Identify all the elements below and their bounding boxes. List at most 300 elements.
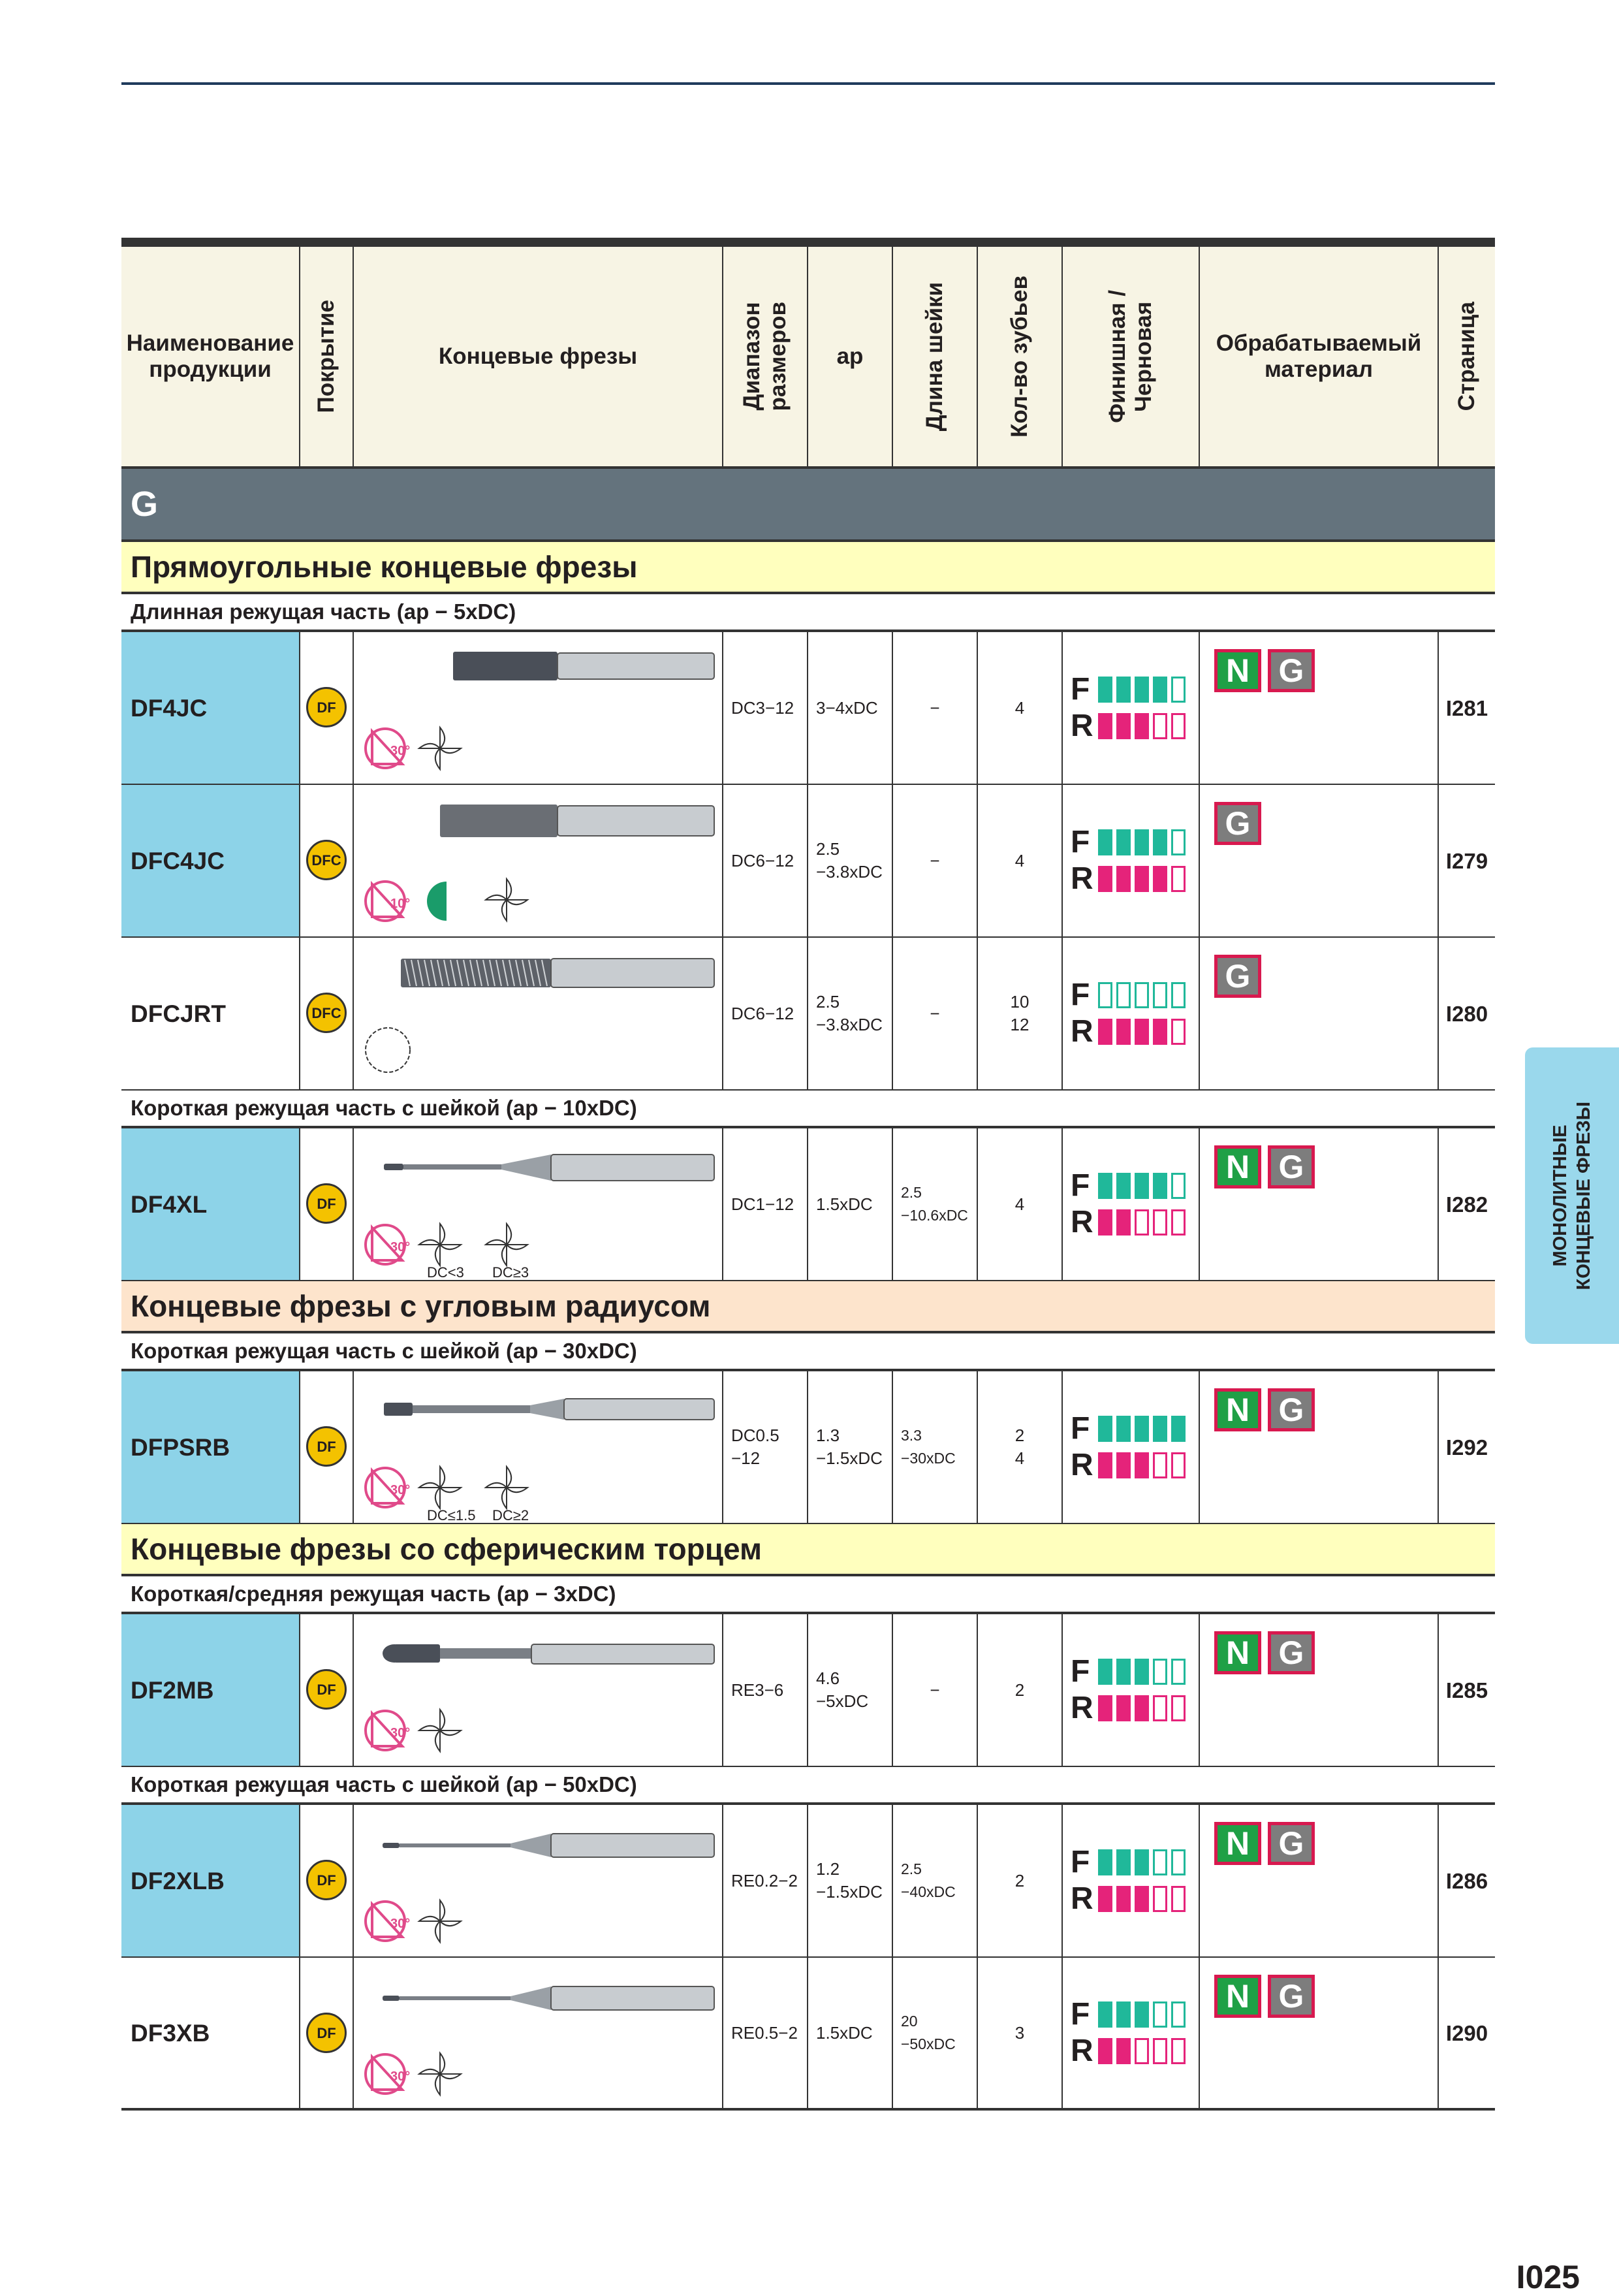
cross-flute — [435, 1730, 440, 1751]
rating-bar — [1171, 1886, 1186, 1912]
neck-length: − — [892, 1614, 977, 1766]
cross-flute — [440, 1710, 445, 1730]
coating-badge: DF — [306, 1183, 347, 1224]
finish-rating — [1071, 672, 1186, 707]
group-label: G — [121, 469, 1495, 542]
cutting-part — [401, 959, 551, 987]
cross-flute — [486, 1483, 507, 1488]
header-label: Покрытие — [313, 300, 339, 413]
material-badge-g: G — [1268, 649, 1315, 692]
rough-rating — [1071, 861, 1186, 896]
cutting-part — [383, 1843, 400, 1848]
rating-bar — [1171, 1452, 1186, 1478]
finish-rough-ratings — [1063, 672, 1186, 743]
flute-count: 4 — [977, 632, 1061, 784]
header-col-0 — [121, 247, 299, 466]
rough-rating — [1071, 1691, 1186, 1725]
rough-rating — [1071, 1205, 1186, 1239]
rating-bar — [1153, 677, 1167, 703]
finish-rough-cell — [1061, 938, 1199, 1089]
rough-letter: R — [1071, 2033, 1093, 2068]
rating-bar — [1171, 677, 1186, 703]
finish-rough-ratings — [1063, 1654, 1186, 1725]
side-tab[interactable] — [1525, 1047, 1619, 1344]
finish-rating — [1071, 1168, 1186, 1203]
size-range: DC6−12 — [722, 785, 807, 936]
tool-illustration — [355, 786, 721, 936]
subsection-title: Короткая режущая часть с шейкой (ap − 30xDC) — [121, 1333, 1495, 1371]
rating-bar — [1098, 2001, 1112, 2028]
table-header — [121, 247, 1495, 469]
neck-length: 3.3 −30xDC — [892, 1371, 977, 1523]
rough-letter: R — [1071, 1205, 1093, 1239]
shank — [558, 653, 714, 679]
size-range: RE0.5−2 — [722, 1958, 807, 2108]
material-badge-n: N — [1214, 1631, 1261, 1674]
rating-bar — [1153, 2038, 1167, 2064]
cross-flute — [440, 2074, 461, 2079]
coating-cell — [299, 938, 353, 1089]
cross-section-icon — [419, 1467, 461, 1508]
finish-rough-cell — [1061, 1805, 1199, 1956]
ap-value: 2.5 −3.8xDC — [807, 785, 892, 936]
rating-bar — [1116, 982, 1131, 1008]
table-row[interactable] — [121, 1128, 1495, 1281]
cross-flute — [440, 1730, 461, 1735]
rating-bar — [1116, 1452, 1131, 1478]
section-title: Концевые фрезы с угловым радиусом — [121, 1281, 1495, 1333]
rating-bar — [1135, 1173, 1149, 1199]
rating-bar — [1135, 1695, 1149, 1721]
subsection-title: Короткая режущая часть с шейкой (ap − 10xDC) — [121, 1091, 1495, 1128]
rating-bar — [1153, 982, 1167, 1008]
coating-cell — [299, 1805, 353, 1956]
rating-bar — [1098, 1209, 1112, 1236]
diameter-condition-label: DC≥3 — [492, 1264, 529, 1280]
cross-flute — [502, 900, 507, 921]
product-name[interactable]: DF4JC — [121, 632, 299, 784]
rating-bar — [1098, 1416, 1112, 1442]
shank — [564, 1399, 714, 1420]
rating-bar — [1116, 1416, 1131, 1442]
finish-rough-cell — [1061, 1958, 1199, 2108]
finish-letter: F — [1071, 1168, 1090, 1203]
finish-letter: F — [1071, 978, 1090, 1012]
finish-rating — [1071, 1997, 1186, 2032]
material-badges — [1214, 1145, 1315, 1188]
rough-letter: R — [1071, 1881, 1093, 1916]
cutting-part — [453, 652, 558, 680]
cross-flute — [507, 1224, 511, 1245]
cross-flute — [419, 744, 440, 748]
rating-bar — [1116, 1019, 1131, 1045]
material-badge-g: G — [1268, 1975, 1315, 2018]
cross-section-icon-2 — [486, 1224, 527, 1266]
header-label: Концевые фрезы — [438, 343, 638, 369]
material-cell — [1199, 1805, 1438, 1956]
flute-count: 2 — [977, 1805, 1061, 1956]
cross-flute — [507, 900, 527, 904]
material-cell — [1199, 1958, 1438, 2108]
rating-bar — [1098, 1659, 1112, 1685]
rating-bar — [1098, 866, 1112, 892]
finish-letter: F — [1071, 1411, 1090, 1446]
ap-value: 4.6 −5xDC — [807, 1614, 892, 1766]
finish-rough-cell — [1061, 632, 1199, 784]
material-badge-n: N — [1214, 1145, 1261, 1188]
table-row[interactable] — [121, 1371, 1495, 1524]
finish-rough-ratings — [1063, 1845, 1186, 1916]
page-reference[interactable]: I290 — [1438, 1958, 1495, 2108]
size-range: RE3−6 — [722, 1614, 807, 1766]
material-badge-g: G — [1268, 1388, 1315, 1431]
ap-value: 1.3 −1.5xDC — [807, 1371, 892, 1523]
page-reference[interactable]: I286 — [1438, 1805, 1495, 1956]
cross-flute — [419, 1726, 440, 1730]
tool-image-cell — [353, 1128, 722, 1280]
rating-bar — [1135, 1849, 1149, 1875]
rough-rating — [1071, 1881, 1186, 1916]
cross-flute — [435, 1245, 440, 1266]
tool-image-cell — [353, 1371, 722, 1523]
rating-bar — [1098, 1173, 1112, 1199]
rating-bar — [1153, 1019, 1167, 1045]
material-badge-g: G — [1268, 1631, 1315, 1674]
material-cell — [1199, 1128, 1438, 1280]
neck-length: 2.5 −40xDC — [892, 1805, 977, 1956]
rating-bar — [1153, 866, 1167, 892]
rough-letter: R — [1071, 1691, 1093, 1725]
coating-badge: DFC — [306, 840, 347, 880]
material-badge-n: N — [1214, 1822, 1261, 1865]
material-cell — [1199, 785, 1438, 936]
cross-section-icon — [419, 727, 461, 769]
shank — [551, 1834, 714, 1857]
cross-flute — [440, 727, 445, 748]
material-badge-n: N — [1214, 1975, 1261, 2018]
variable-pitch-icon — [427, 882, 447, 921]
rating-bar — [1153, 1886, 1167, 1912]
rating-bar — [1135, 866, 1149, 892]
tool-image-cell — [353, 1614, 722, 1766]
size-range: DC0.5 −12 — [722, 1371, 807, 1523]
cross-flute — [507, 1488, 527, 1492]
product-name[interactable]: DF2XLB — [121, 1805, 299, 1956]
page-reference[interactable]: I279 — [1438, 785, 1495, 936]
rating-bar — [1153, 829, 1167, 855]
neck — [403, 1164, 501, 1170]
taper — [511, 1834, 551, 1857]
cross-flute — [502, 1488, 507, 1508]
neck — [400, 1843, 511, 1847]
rating-bar — [1116, 829, 1131, 855]
helix-angle-label: 30° — [390, 2069, 411, 2084]
header-label: Страница — [1454, 302, 1479, 411]
rating-bar — [1116, 677, 1131, 703]
finish-letter: F — [1071, 1845, 1090, 1879]
header-col-7 — [1061, 247, 1199, 466]
cross-flute — [440, 1467, 445, 1488]
rating-bar — [1135, 1416, 1149, 1442]
rating-bar — [1153, 2001, 1167, 2028]
rating-bar — [1171, 2001, 1186, 2028]
rating-bar — [1116, 1659, 1131, 1685]
finish-letter: F — [1071, 825, 1090, 859]
tool-image-cell — [353, 632, 722, 784]
neck-length: − — [892, 785, 977, 936]
table-row[interactable] — [121, 1958, 1495, 2111]
product-name[interactable]: DFCJRT — [131, 1000, 226, 1027]
header-label: Финишная / Черновая — [1105, 290, 1156, 423]
neck — [413, 1405, 530, 1413]
rating-bar — [1153, 1452, 1167, 1478]
cross-flute — [440, 1921, 461, 1926]
finish-rough-ratings — [1063, 1997, 1186, 2068]
material-cell — [1199, 1614, 1438, 1766]
cutting-part — [440, 805, 558, 837]
table-row[interactable] — [121, 1805, 1495, 1958]
cross-flute — [507, 1245, 527, 1249]
subsection-title: Длинная режущая часть (ap − 5xDC) — [121, 594, 1495, 632]
rating-bar — [1135, 713, 1149, 739]
tool-illustration — [355, 1616, 721, 1766]
neck-length: 2.5 −10.6xDC — [892, 1128, 977, 1280]
flute-count: 3 — [977, 1958, 1061, 2108]
tool-image-cell — [353, 785, 722, 936]
cross-section-icon — [419, 1224, 461, 1266]
finish-letter: F — [1071, 1997, 1090, 2032]
material-cell — [1199, 938, 1438, 1089]
neck-length: 20 −50xDC — [892, 1958, 977, 2108]
coating-badge: DF — [306, 1669, 347, 1710]
header-col-6 — [977, 247, 1061, 466]
header-label: Длина шейки — [922, 281, 947, 432]
page-number: I025 — [1516, 2259, 1580, 2295]
header-label: Кол-во зубьев — [1007, 275, 1032, 438]
rough-rating — [1071, 1448, 1186, 1482]
cross-flute — [435, 1921, 440, 1942]
rating-bar — [1171, 1209, 1186, 1236]
rating-bar — [1116, 713, 1131, 739]
flute-count: 2 — [977, 1614, 1061, 1766]
material-cell — [1199, 1371, 1438, 1523]
finish-rating — [1071, 1654, 1186, 1689]
material-badge-g: G — [1268, 1145, 1315, 1188]
rating-bar — [1153, 1173, 1167, 1199]
rating-bar — [1153, 1695, 1167, 1721]
table-row[interactable] — [121, 632, 1495, 785]
material-badges — [1214, 1631, 1315, 1674]
rating-bar — [1171, 1659, 1186, 1685]
cross-flute — [502, 1245, 507, 1266]
neck — [400, 1996, 511, 2000]
ap-value: 1.5xDC — [807, 1128, 892, 1280]
rough-letter: R — [1071, 1014, 1093, 1049]
tool-illustration — [355, 1373, 721, 1523]
cross-flute — [440, 2053, 445, 2074]
rating-bar — [1135, 2001, 1149, 2028]
coating-badge: DF — [306, 1860, 347, 1900]
rating-bar — [1098, 2038, 1112, 2064]
finish-rough-cell — [1061, 1614, 1199, 1766]
rating-bar — [1135, 1019, 1149, 1045]
finish-rough-cell — [1061, 785, 1199, 936]
rating-bar — [1171, 982, 1186, 1008]
header-label: Наименование продукции — [126, 330, 294, 382]
tool-illustration — [355, 939, 721, 1089]
product-name[interactable]: DFPSRB — [121, 1371, 299, 1523]
cross-flute — [486, 1240, 507, 1245]
material-badge-n: N — [1214, 649, 1261, 692]
cross-flute — [486, 895, 507, 900]
cross-section-icon-2 — [486, 1467, 527, 1508]
finish-rough-ratings — [1063, 825, 1186, 896]
rating-bar — [1116, 1886, 1131, 1912]
coating-cell — [299, 1614, 353, 1766]
rating-bar — [1153, 713, 1167, 739]
material-badges — [1214, 1975, 1315, 2018]
size-range: DC1−12 — [722, 1128, 807, 1280]
tool-image-cell — [353, 1805, 722, 1956]
coating-cell — [299, 785, 353, 936]
cross-section-icon — [419, 1710, 461, 1751]
subsection-title: Короткая/средняя режущая часть (ap − 3xDC) — [121, 1576, 1495, 1614]
finish-rough-ratings — [1063, 978, 1186, 1049]
rating-bar — [1153, 1659, 1167, 1685]
rating-bar — [1171, 1019, 1186, 1045]
material-badges — [1214, 802, 1261, 845]
rating-bar — [1153, 1416, 1167, 1442]
rating-bar — [1135, 2038, 1149, 2064]
rating-bar — [1135, 1659, 1149, 1685]
rating-bar — [1153, 1849, 1167, 1875]
rating-bar — [1171, 1416, 1186, 1442]
table-top-border — [121, 238, 1495, 247]
shank — [531, 1644, 714, 1664]
page-reference[interactable]: I285 — [1438, 1614, 1495, 1766]
cross-flute — [440, 1245, 461, 1249]
diameter-condition-label: DC≤1.5 — [427, 1507, 476, 1523]
finish-letter: F — [1071, 1654, 1090, 1689]
top-rule — [121, 82, 1495, 85]
coating-cell — [299, 1958, 353, 2108]
finish-rating — [1071, 978, 1186, 1012]
rating-bar — [1098, 713, 1112, 739]
rating-bar — [1171, 1695, 1186, 1721]
ap-value: 1.2 −1.5xDC — [807, 1805, 892, 1956]
table-row[interactable] — [121, 938, 1495, 1091]
taper — [511, 1986, 551, 2010]
rating-bar — [1098, 1886, 1112, 1912]
header-col-3 — [722, 247, 807, 466]
table-row[interactable] — [121, 1614, 1495, 1767]
tool-illustration — [355, 1806, 721, 1956]
rating-bar — [1171, 1849, 1186, 1875]
material-badges — [1214, 1822, 1315, 1865]
header-label: Диапазон размеров — [739, 302, 791, 411]
coating-cell — [299, 632, 353, 784]
rating-bar — [1116, 2038, 1131, 2064]
finish-rough-ratings — [1063, 1168, 1186, 1239]
product-name[interactable]: DF3XB — [131, 2019, 210, 2047]
diameter-condition-label: DC≥2 — [492, 1507, 529, 1523]
header-col-1 — [299, 247, 353, 466]
flute-count: 4 — [977, 1128, 1061, 1280]
rating-bar — [1153, 1209, 1167, 1236]
product-name[interactable]: DF2MB — [121, 1614, 299, 1766]
coating-badge: DF — [306, 2013, 347, 2053]
rating-bar — [1171, 713, 1186, 739]
cross-flute — [440, 1488, 461, 1492]
helix-angle-label: 10° — [390, 897, 411, 911]
header-col-5 — [892, 247, 977, 466]
rougher-cross-section-icon — [366, 1028, 410, 1072]
cross-flute — [440, 748, 461, 753]
shank — [551, 1155, 714, 1181]
rating-bar — [1098, 829, 1112, 855]
cross-flute — [419, 1483, 440, 1488]
page-reference[interactable]: I282 — [1438, 1128, 1495, 1280]
cross-flute — [419, 1917, 440, 1921]
rating-bar — [1116, 2001, 1131, 2028]
cross-flute — [419, 1240, 440, 1245]
rating-bar — [1116, 1173, 1131, 1199]
rough-letter: R — [1071, 861, 1093, 896]
product-name[interactable]: DFC4JC — [121, 785, 299, 936]
rating-bar — [1116, 1695, 1131, 1721]
ap-value: 2.5 −3.8xDC — [807, 938, 892, 1089]
rating-bar — [1116, 1209, 1131, 1236]
page-reference[interactable]: I281 — [1438, 632, 1495, 784]
header-col-4 — [807, 247, 892, 466]
cross-flute — [435, 1488, 440, 1508]
finish-rating — [1071, 1411, 1186, 1446]
tool-illustration — [355, 1130, 721, 1280]
material-badge-g: G — [1214, 955, 1261, 998]
product-name[interactable]: DF4XL — [121, 1128, 299, 1280]
size-range: RE0.2−2 — [722, 1805, 807, 1956]
cutting-part — [384, 1164, 403, 1170]
finish-rough-ratings — [1063, 1411, 1186, 1482]
cross-flute — [507, 1467, 511, 1488]
finish-rating — [1071, 825, 1186, 859]
helix-angle-label: 30° — [390, 1726, 411, 1740]
rating-bar — [1171, 1173, 1186, 1199]
rating-bar — [1171, 866, 1186, 892]
size-range: DC6−12 — [722, 938, 807, 1089]
rough-letter: R — [1071, 1448, 1093, 1482]
table-row[interactable] — [121, 785, 1495, 938]
rating-bar — [1135, 829, 1149, 855]
page-reference[interactable]: I292 — [1438, 1371, 1495, 1523]
cutting-part — [394, 1644, 440, 1663]
page-reference[interactable]: I280 — [1438, 938, 1495, 1089]
header-label: ap — [836, 343, 864, 369]
material-badge-n: N — [1214, 1388, 1261, 1431]
material-cell — [1199, 632, 1438, 784]
finish-rating — [1071, 1845, 1186, 1879]
side-tab-label: МОНОЛИТНЫЕ КОНЦЕВЫЕ ФРЕЗЫ — [1550, 1101, 1594, 1290]
coating-badge: DF — [306, 687, 347, 727]
subsection-title: Короткая режущая часть с шейкой (ap − 50xDC) — [121, 1767, 1495, 1805]
rating-bar — [1098, 982, 1112, 1008]
tool-image-cell — [353, 938, 722, 1089]
material-badge-g: G — [1268, 1822, 1315, 1865]
neck-length: − — [892, 632, 977, 784]
rating-bar — [1116, 866, 1131, 892]
cross-flute — [507, 879, 511, 900]
rough-rating — [1071, 2033, 1186, 2068]
